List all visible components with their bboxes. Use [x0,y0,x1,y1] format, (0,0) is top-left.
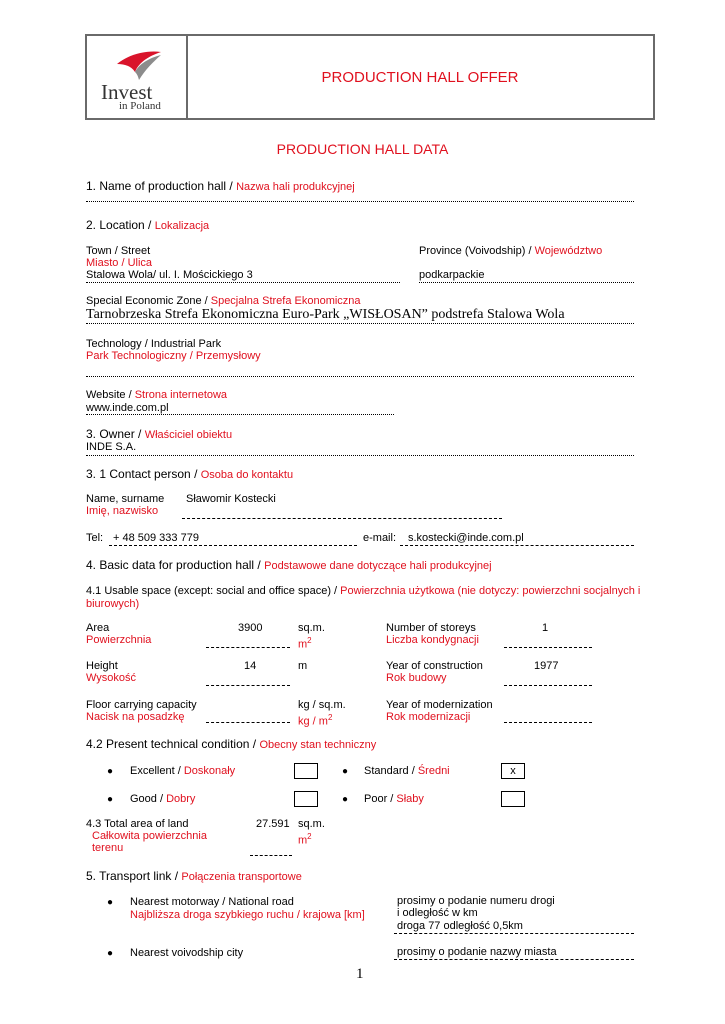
s43-unit-pl-m: m [298,834,308,847]
excellent-en: Excellent / [130,765,184,777]
contact-name-en: Name, surname [86,493,165,505]
bullet-icon: ● [107,794,114,805]
sez-value: Tarnobrzeska Strefa Ekonomiczna Euro-Park „WISŁOSAN” podstrefa Stalowa Wola [86,307,565,322]
s2-pl: Lokalizacja [154,220,210,232]
area-unit: sq.m. [298,622,325,634]
standard-label [364,765,450,778]
contact-name-line [182,518,502,519]
floor-label-pl: Nacisk na posadzkę [86,711,185,723]
area-unit-sup: 2 [307,636,312,645]
height-value: 14 [244,660,257,672]
excellent-checkbox[interactable] [294,763,318,779]
height-label-pl: Wysokość [86,672,137,684]
good-pl: Dobry [166,793,196,805]
tel-line [109,545,357,546]
s4-pl: Podstawowe dane dotyczące hali produkcyjnej [264,560,492,572]
town-label-en: Town / Street [86,245,151,257]
logo-text-invest: Invest [101,80,153,104]
area-value: 3900 [238,622,263,634]
poor-pl: Słaby [396,793,424,805]
floor-unit-pl [298,711,332,729]
s4-en: 4. Basic data for production hall / [86,558,265,572]
mod-label-pl: Rok modernizacji [386,711,471,723]
tech-line [86,376,634,377]
bullet-icon: ● [342,766,349,777]
height-unit: m [298,660,308,672]
web-en: Website / [86,389,135,401]
s43-unit-sup: 2 [307,832,312,841]
storeys-label-en: Number of storeys [386,622,476,634]
s43-value: 27.591 [256,818,290,830]
province-line [419,282,634,283]
bullet-icon: ● [107,766,114,777]
s1-pl: Nazwa hali produkcyjnej [236,181,355,193]
owner-line [86,455,634,456]
floor-unit-sup: 2 [327,713,333,722]
storeys-line [504,647,592,648]
year-value: 1977 [534,660,559,672]
owner-value: INDE S.A. [86,441,137,453]
s4-heading [86,558,492,573]
s1-line [86,201,634,202]
s43-unit: sq.m. [298,818,325,830]
poor-en: Poor / [364,793,397,805]
town-value: Stalowa Wola/ ul. I. Mościckiego 3 [86,269,253,281]
good-label [130,793,195,806]
s2-en: 2. Location / [86,218,155,232]
s5-heading [86,869,302,884]
s41-heading [86,585,642,611]
web-label [86,389,227,402]
s42-pl: Obecny stan techniczny [259,739,377,751]
area-unit-pl-m: m [298,638,308,651]
contact-name-value: Sławomir Kostecki [186,493,276,505]
storeys-value: 1 [542,622,549,634]
s43-label-en: 4.3 Total area of land [86,818,189,830]
s42-heading [86,737,376,752]
s3-pl: Właściciel obiektu [144,429,233,441]
storeys-label-pl: Liczba kondygnacji [386,634,479,646]
city-label-en: Nearest voivodship city [130,947,244,959]
section-title: PRODUCTION HALL DATA [276,141,449,157]
motorway-value-2: i odległość w km [397,907,478,919]
excellent-pl: Doskonały [183,765,236,777]
poor-label [364,793,424,806]
area-line [206,647,290,648]
bullet-icon: ● [107,948,114,959]
sez-pl: Specjalna Strefa Ekonomiczna [210,295,361,307]
area-label-pl: Powierzchnia [86,634,152,646]
floor-label-en: Floor carrying capacity [86,699,197,711]
motorway-label-en: Nearest motorway / National road [130,896,294,908]
tel-label: Tel: [86,532,104,544]
good-checkbox[interactable] [294,791,318,807]
s43-label-pl1: Całkowita powierzchnia [92,830,207,842]
motorway-value-3: droga 77 odległość 0,5km [397,920,523,932]
tel-value: + 48 509 333 779 [113,532,199,544]
email-label: e-mail: [363,532,397,544]
standard-checkbox[interactable]: x [501,763,525,779]
tech-label-en: Technology / Industrial Park [86,338,222,350]
logo-text-in-poland: in Poland [119,100,161,112]
province-label [419,245,602,258]
s31-en: 3. 1 Contact person / [86,467,201,481]
city-line [394,959,634,960]
poor-checkbox[interactable] [501,791,525,807]
town-line [86,282,400,283]
s5-en: 5. Transport link / [86,869,182,883]
email-line [400,545,634,546]
area-label-en: Area [86,622,110,634]
email-value[interactable]: s.kostecki@inde.com.pl [408,532,524,544]
province-pl: Województwo [534,245,603,257]
s2-heading [86,218,209,233]
s31-pl: Osoba do kontaktu [200,469,294,481]
s31-heading [86,467,293,482]
s41-en: 4.1 Usable space (except: social and office space) / [86,585,341,597]
contact-name-pl: Imię, nazwisko [86,505,159,517]
s43-unit-pl [298,830,312,848]
sez-en: Special Economic Zone / [86,295,211,307]
year-line [504,685,592,686]
floor-unit-pl-kg: kg / m [298,715,328,728]
tech-label-pl: Park Technologiczny / Przemysłowy [86,350,261,362]
town-label-pl: Miasto / Ulica [86,257,153,269]
s3-heading [86,427,232,442]
floor-unit: kg / sq.m. [298,699,346,711]
s5-pl: Połączenia transportowe [181,871,302,883]
good-en: Good / [130,793,167,805]
page-title: PRODUCTION HALL OFFER [321,69,519,86]
sez-line [86,323,634,324]
area-unit-pl [298,634,312,652]
height-label-en: Height [86,660,118,672]
height-line [206,685,290,686]
excellent-label [130,765,235,778]
s41-pl: Powierzchnia użytkowa (nie dotyczy: powierzchni socjalnych i biurowych) [86,585,641,610]
floor-line [206,722,290,723]
header-box [85,34,655,120]
bullet-icon: ● [342,794,349,805]
s43-line [250,855,292,856]
web-pl: Strona internetowa [134,389,228,401]
standard-pl: Średni [417,765,450,777]
city-value-1: prosimy o podanie nazwy miasta [397,946,557,958]
s3-en: 3. Owner / [86,427,145,441]
province-value: podkarpackie [419,269,485,281]
year-label-en: Year of construction [386,660,483,672]
mod-line [504,722,592,723]
web-line [86,414,394,415]
year-label-pl: Rok budowy [386,672,447,684]
page-number: 1 [356,966,364,982]
s1-en: 1. Name of production hall / [86,179,237,193]
motorway-line [394,933,634,934]
s1-heading [86,179,355,194]
mod-label-en: Year of modernization [386,699,493,711]
s42-en: 4.2 Present technical condition / [86,737,260,751]
bullet-icon: ● [107,897,114,908]
s43-label-pl2: terenu [92,842,124,854]
web-value[interactable]: www.inde.com.pl [86,402,169,414]
standard-en: Standard / [364,765,418,777]
motorway-value-1: prosimy o podanie numeru drogi [397,895,555,907]
motorway-label-pl: Najbliższa droga szybkiego ruchu / krajowa [km] [130,909,365,921]
province-en: Province (Voivodship) / [419,245,535,257]
